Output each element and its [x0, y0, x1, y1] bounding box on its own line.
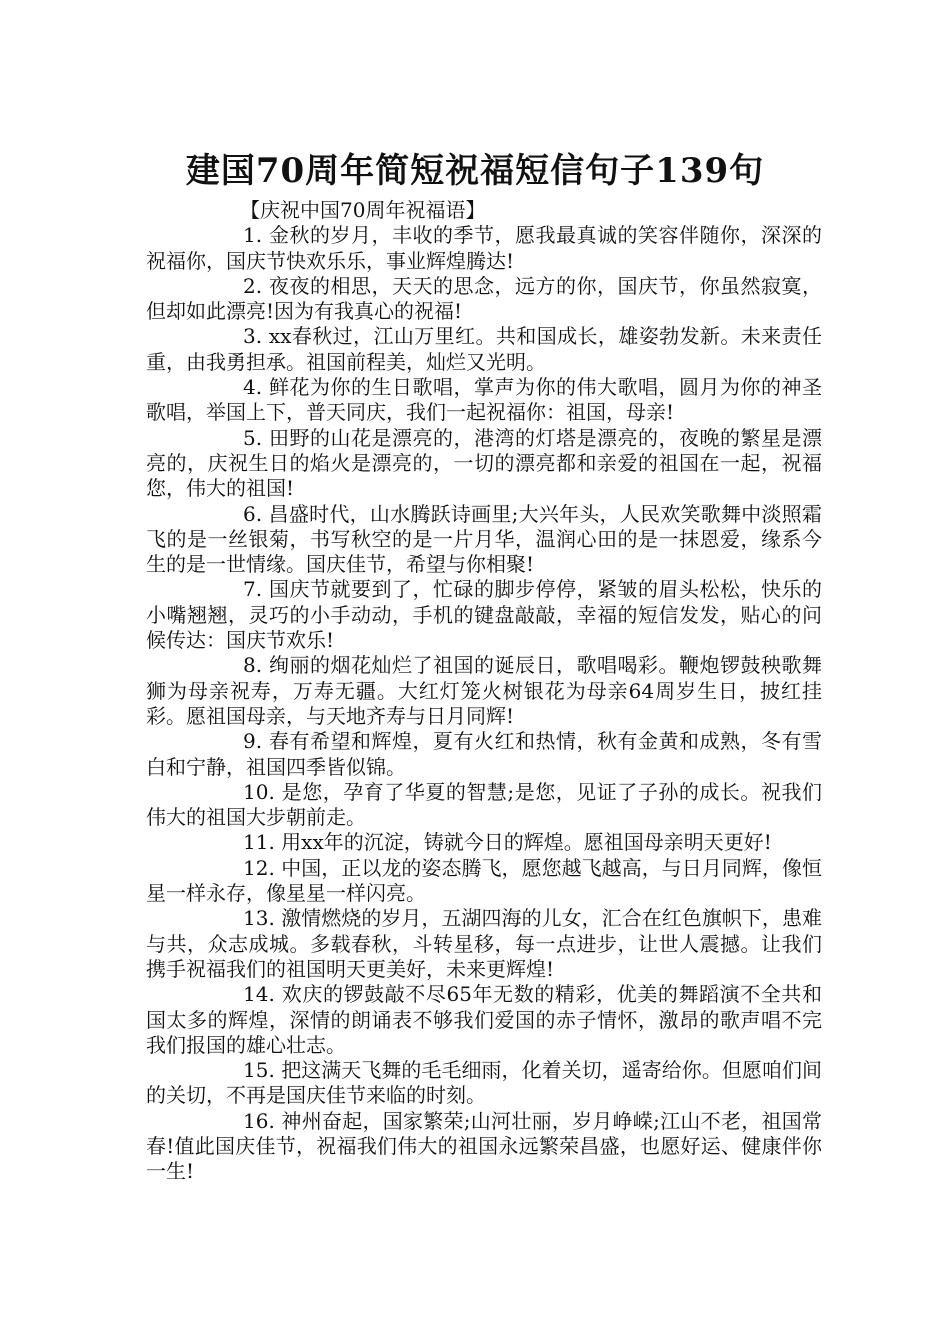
greeting-item-5: 5. 田野的山花是漂亮的，港湾的灯塔是漂亮的，夜晚的繁星是漂亮的，庆祝生日的焰火是漂亮的，一切的漂亮都和亲爱的祖国在一起，祝福您，伟大的祖国! — [146, 425, 822, 501]
greeting-item-3: 3. xx春秋过，江山万里红。共和国成长，雄姿勃发新。未来责任重，由我勇担承。祖国前程美，灿烂又光明。 — [146, 324, 822, 374]
greeting-item-2: 2. 夜夜的相思，天天的思念，远方的你，国庆节，你虽然寂寞，但却如此漂亮!因为有我真心的祝福! — [146, 273, 822, 324]
document-title: 建国70周年简短祝福短信句子139句 — [185, 150, 765, 191]
greeting-item-15: 15. 把这满天飞舞的毛毛细雨，化着关切，遥寄给你。但愿咱们间的关切，不再是国庆佳节来临的时刻。 — [146, 1058, 822, 1108]
greeting-item-13: 13. 激情燃烧的岁月，五湖四海的儿女，汇合在红色旗帜下，患难与共，众志成城。多载春秋，斗转星移，每一点进步，让世人震撼。让我们携手祝福我们的祖国明天更美好，未来更辉煌! — [146, 906, 822, 981]
greeting-item-4: 4. 鲜花为你的生日歌唱，掌声为你的伟大歌唱，圆月为你的神圣歌唱，举国上下，普天同庆，我们一起祝福你：祖国，母亲! — [146, 375, 822, 425]
greeting-item-9: 9. 春有希望和辉煌，夏有火红和热情，秋有金黄和成熟，冬有雪白和宁静，祖国四季皆似锦。 — [146, 729, 822, 779]
greeting-item-11: 11. 用xx年的沉淀，铸就今日的辉煌。愿祖国母亲明天更好! — [243, 830, 772, 855]
greeting-item-10: 10. 是您，孕育了华夏的智慧;是您，见证了子孙的成长。祝我们伟大的祖国大步朝前走。 — [146, 779, 822, 830]
document-body — [146, 198, 822, 1185]
greeting-item-6: 6. 昌盛时代，山水腾跃诗画里;大兴年头，人民欢笑歌舞中淡照霜飞的是一丝银菊，书写秋空的是一片月华，温润心田的是一抹恩爱，缘系今生的是一世情缘。国庆佳节，希望与你相聚! — [146, 501, 822, 577]
section-heading: 【庆祝中国70周年祝福语】 — [240, 198, 486, 222]
greeting-item-14: 14. 欢庆的锣鼓敲不尽65年无数的精彩，优美的舞蹈演不全共和国太多的辉煌，深情的朗诵表不够我们爱国的赤子情怀，激昂的歌声唱不完我们报国的雄心壮志。 — [146, 982, 822, 1057]
greeting-item-8: 8. 绚丽的烟花灿烂了祖国的诞辰日，歌唱喝彩。鞭炮锣鼓秧歌舞狮为母亲祝寿，万寿无疆。大红灯笼火树银花为母亲64周岁生日，披红挂彩。愿祖国母亲，与天地齐寿与日月同辉! — [146, 653, 822, 728]
greeting-item-16: 16. 神州奋起，国家繁荣;山河壮丽，岁月峥嵘;江山不老，祖国常春!值此国庆佳节，祝福我们伟大的祖国永远繁荣昌盛，也愿好运、健康伴你一生! — [146, 1108, 822, 1184]
greeting-item-12: 12. 中国，正以龙的姿态腾飞，愿您越飞越高，与日月同辉，像恒星一样永存，像星星一样闪亮。 — [146, 855, 822, 906]
greeting-item-7: 7. 国庆节就要到了，忙碌的脚步停停，紧皱的眉头松松，快乐的小嘴翘翘，灵巧的小手动动，手机的键盘敲敲，幸福的短信发发，贴心的问候传达：国庆节欢乐! — [146, 577, 822, 653]
greeting-item-1: 1. 金秋的岁月，丰收的季节，愿我最真诚的笑容伴随你，深深的祝福你，国庆节快欢乐乐，事业辉煌腾达! — [146, 223, 822, 273]
